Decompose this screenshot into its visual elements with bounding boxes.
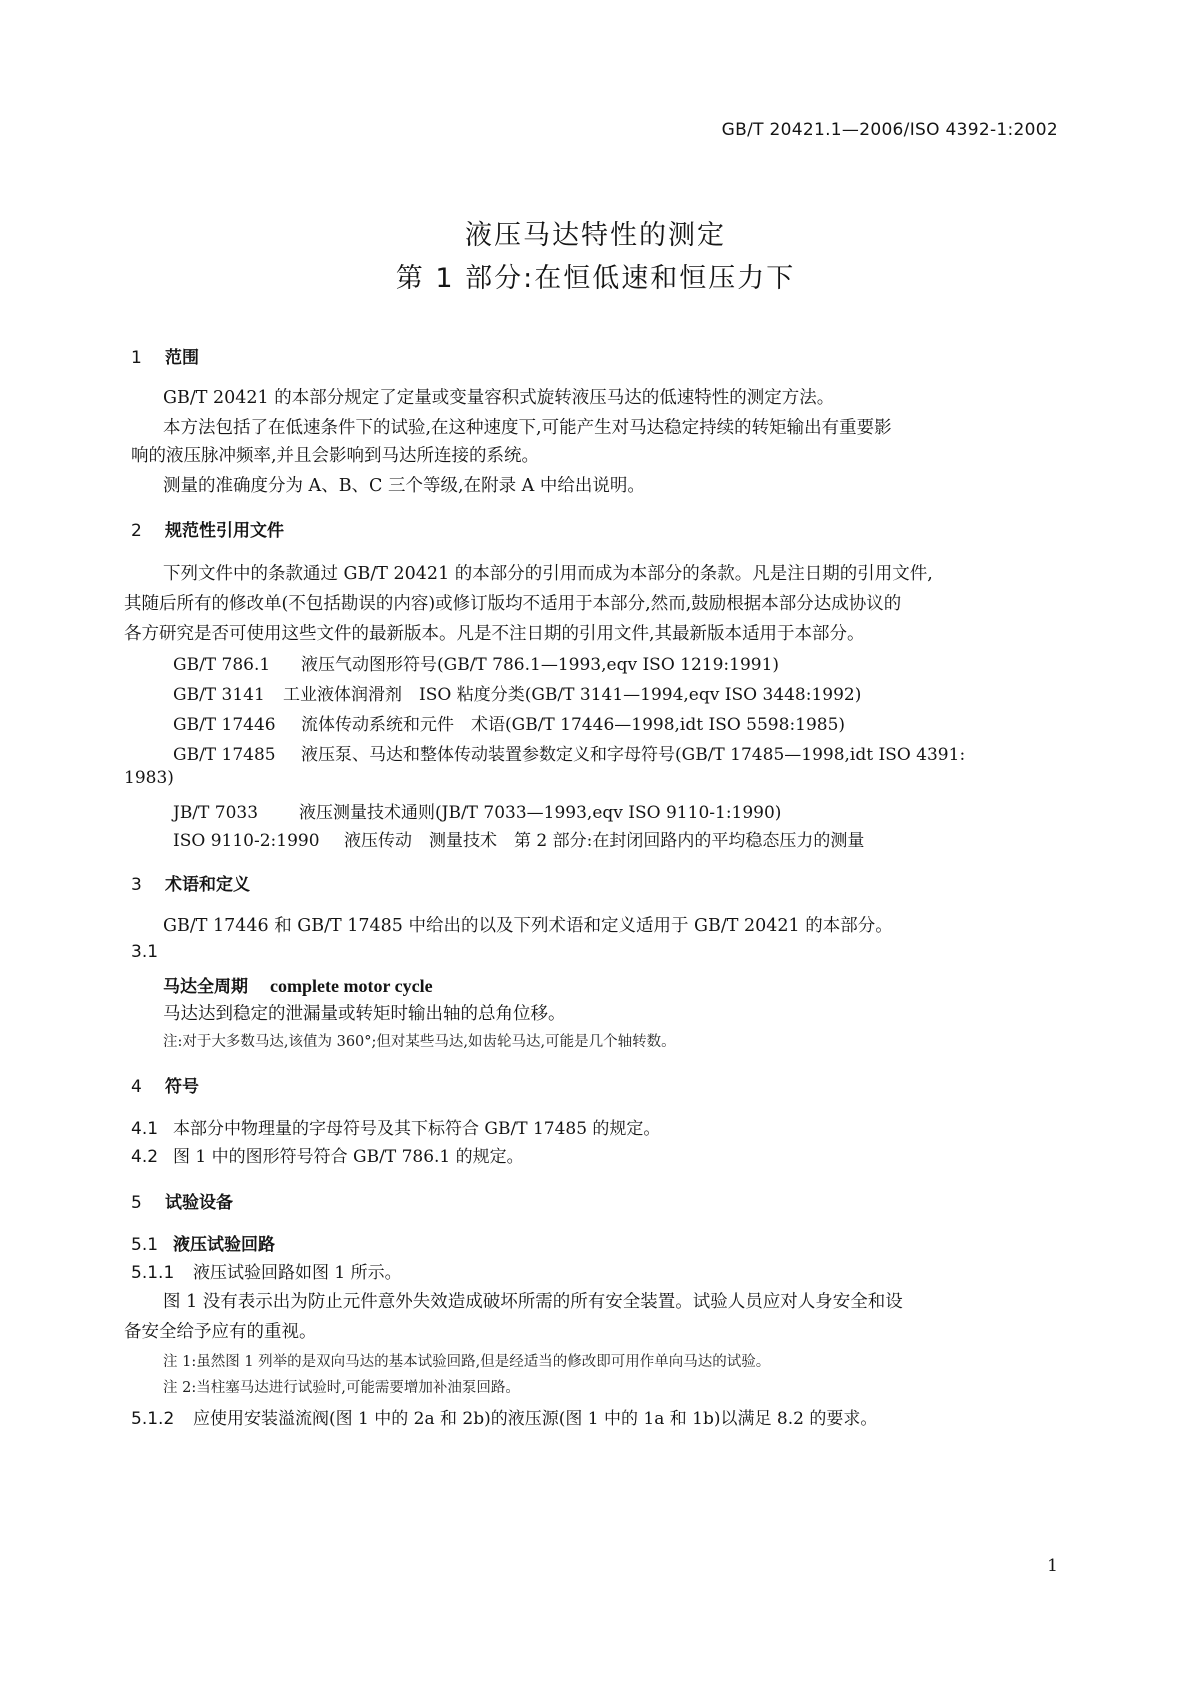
paragraph-continuation: 各方研究是否可使用这些文件的最新版本。凡是不注日期的引用文件,其最新版本适用于本部分。 (124, 624, 865, 644)
paragraph-continuation: 其随后所有的修改单(不包括勘误的内容)或修订版均不适用于本部分,然而,鼓励根据本部分达成协议的 (124, 594, 902, 614)
clause-number (131, 942, 158, 962)
clause-text: 液压试验回路如图 1 所示。 (193, 1263, 402, 1283)
paragraph-continuation: 备安全给予应有的重视。 (124, 1322, 317, 1342)
reference-title: 液压气动图形符号(GB/T 786.1—1993,eqv ISO 1219:1991) (301, 655, 780, 675)
paragraph: GB/T 17446 和 GB/T 17485 中给出的以及下列术语和定义适用于 GB/T 20421 的本部分。 (163, 916, 893, 936)
clause-number: 5.1.2 (131, 1409, 175, 1429)
paragraph: 下列文件中的条款通过 GB/T 20421 的本部分的引用而成为本部分的条款。凡是注日期的引用文件, (163, 564, 933, 584)
note: 注:对于大多数马达,该值为 360°;但对某些马达,如齿轮马达,可能是几个轴转数。 (163, 1034, 676, 1050)
section-heading-3 (131, 870, 250, 895)
reference-item (173, 798, 781, 823)
paragraph-continuation: 响的液压脉冲频率,并且会影响到马达所连接的系统。 (131, 446, 540, 466)
section-heading-4 (131, 1072, 199, 1097)
reference-item (173, 680, 861, 705)
section-title: 范围 (165, 348, 199, 368)
note: 注 1:虽然图 1 列举的是双向马达的基本试验回路,但是经适当的修改即可用作单向马达的试验。 (163, 1354, 771, 1370)
note: 注 2:当柱塞马达进行试验时,可能需要增加补油泵回路。 (163, 1380, 520, 1396)
page-number: 1 (1047, 1556, 1058, 1576)
reference-code: GB/T 17446 (173, 715, 276, 735)
clause (131, 1258, 402, 1283)
term-entry (163, 972, 433, 997)
reference-item (173, 710, 845, 735)
reference-code: GB/T 786.1 (173, 655, 271, 675)
clause (131, 1142, 524, 1167)
section-heading-1 (131, 343, 199, 368)
clause-text: 本部分中物理量的字母符号及其下标符合 GB/T 17485 的规定。 (173, 1119, 661, 1139)
reference-title: 液压测量技术通则(JB/T 7033—1993,eqv ISO 9110-1:1990) (299, 803, 782, 823)
reference-title: 流体传动系统和元件 术语(GB/T 17446—1998,idt ISO 5598:1985) (301, 715, 846, 735)
document-subtitle: 第 1 部分:在恒低速和恒压力下 (395, 263, 796, 294)
clause-number-text: 3.1 (131, 942, 159, 962)
reference-code: JB/T 7033 (173, 803, 259, 823)
term-chinese: 马达全周期 (163, 977, 248, 997)
paragraph: 图 1 没有表示出为防止元件意外失效造成破坏所需的所有安全装置。试验人员应对人身安全和设 (163, 1292, 903, 1312)
term-definition: 马达达到稳定的泄漏量或转矩时输出轴的总角位移。 (163, 1004, 566, 1024)
paragraph: GB/T 20421 的本部分规定了定量或变量容积式旋转液压马达的低速特性的测定方法。 (163, 388, 835, 408)
clause-number: 5.1.1 (131, 1263, 175, 1283)
document-title: 液压马达特性的测定 (465, 220, 726, 251)
reference-item (173, 650, 779, 675)
standard-number: GB/T 20421.1—2006/ISO 4392-1:2002 (721, 120, 1058, 140)
reference-title: 液压传动 测量技术 第 2 部分:在封闭回路内的平均稳态压力的测量 (344, 831, 865, 851)
reference-item (173, 740, 965, 765)
section-heading-5 (131, 1188, 233, 1213)
subsection-number: 5.1 (131, 1235, 159, 1255)
clause-number: 4.1 (131, 1119, 159, 1139)
reference-title: 工业液体润滑剂 ISO 粘度分类(GB/T 3141—1994,eqv ISO 3448:1992) (283, 685, 862, 705)
section-title: 规范性引用文件 (165, 521, 284, 541)
clause (131, 1114, 660, 1139)
reference-code: ISO 9110-2:1990 (173, 831, 320, 851)
term-english: complete motor cycle (270, 976, 433, 996)
section-number: 5 (131, 1193, 142, 1213)
section-number: 4 (131, 1077, 142, 1097)
clause-text: 图 1 中的图形符号符合 GB/T 786.1 的规定。 (173, 1147, 524, 1167)
reference-code: GB/T 17485 (173, 745, 276, 765)
section-number: 1 (131, 348, 142, 368)
section-title: 符号 (165, 1077, 199, 1097)
section-number: 2 (131, 521, 142, 541)
paragraph: 本方法包括了在低速条件下的试验,在这种速度下,可能产生对马达稳定持续的转矩输出有重要影 (163, 418, 892, 438)
reference-continuation: 1983) (124, 768, 174, 788)
section-title: 试验设备 (165, 1193, 233, 1213)
subsection-title: 液压试验回路 (173, 1235, 275, 1255)
section-title: 术语和定义 (165, 875, 250, 895)
paragraph: 测量的准确度分为 A、B、C 三个等级,在附录 A 中给出说明。 (163, 476, 645, 496)
subsection-heading (131, 1230, 275, 1255)
reference-item (173, 826, 864, 851)
clause (131, 1404, 877, 1429)
section-heading-2 (131, 516, 284, 541)
clause-text: 应使用安装溢流阀(图 1 中的 2a 和 2b)的液压源(图 1 中的 1a 和 1b)以满足 8.2 的要求。 (193, 1409, 878, 1429)
clause-number: 4.2 (131, 1147, 159, 1167)
reference-title: 液压泵、马达和整体传动装置参数定义和字母符号(GB/T 17485—1998,idt ISO 4391: (301, 745, 966, 765)
section-number: 3 (131, 875, 142, 895)
reference-code: GB/T 3141 (173, 685, 265, 705)
